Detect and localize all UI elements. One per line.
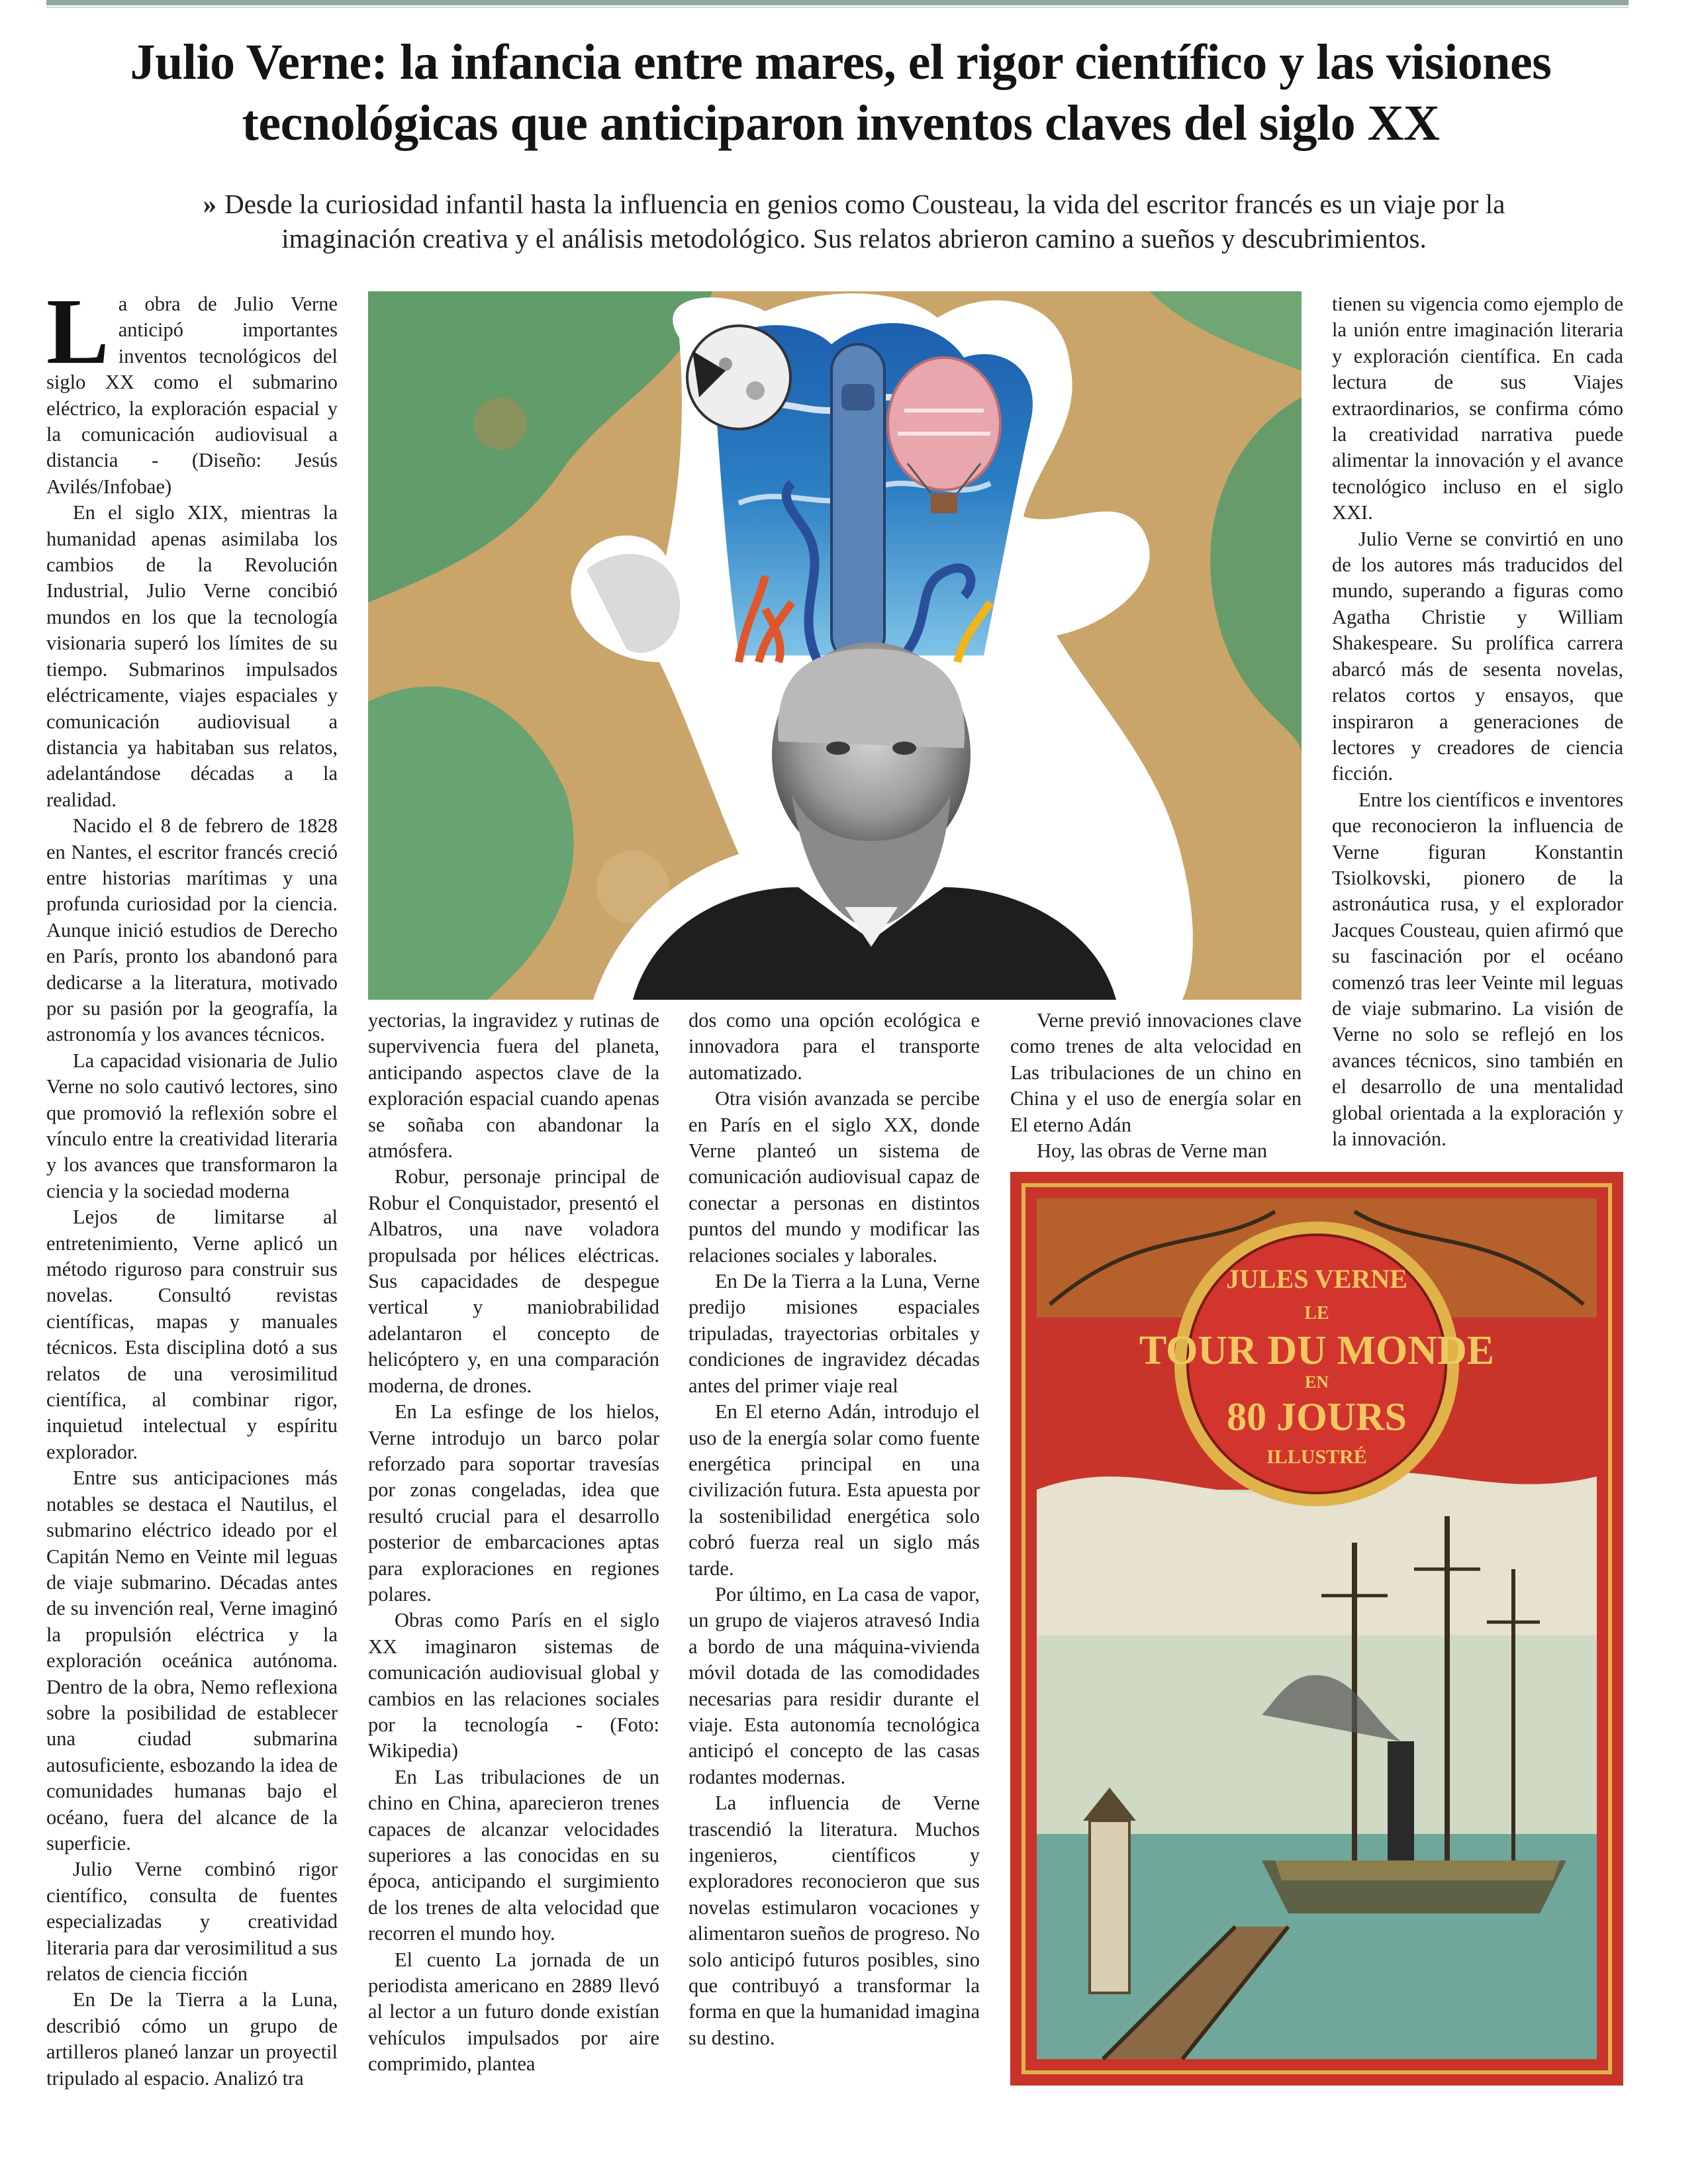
paragraph: La influencia de Verne trascendió la literatura. Muchos ingenieros, científicos y exploradores reconocieron que sus novelas estimularon vocaciones y alimentaron sueños de progreso. No solo anticipó futuros posibles, sino que contribuyó a transformar la forma en que la humanidad imagina su destino. [688, 1792, 980, 2049]
cover-author: JULES VERNE [1226, 1264, 1407, 1294]
deck-marker: » [203, 189, 217, 219]
top-rule [46, 0, 1629, 5]
column-3 [688, 1008, 980, 2051]
column-1 [46, 279, 338, 2092]
deck [192, 187, 1516, 256]
column-4 [1010, 1008, 1302, 1164]
deck-text: Desde la curiosidad infantil hasta la influencia en genios como Cousteau, la vida del escritor francés es un viaje por la imaginación creativa y el análisis metodológico. Sus relatos abrieron camino a sueños y descubrimientos. [224, 189, 1505, 254]
paragraph-continued: tienen su vigencia como ejemplo de la unión entre imaginación literaria y exploración científica. En cada lectura de sus Viajes extraordinarios, se confirma cómo la creatividad narrativa puede alimentar la innovación y el avance tecnológico incluso en el siglo XXI. [1332, 293, 1623, 524]
paragraph: Obras como París en el siglo XX imaginaron sistemas de comunicación audiovisual global y cambios en las relaciones sociales por la tecnología - (Foto: Wikipedia) [368, 1609, 659, 1762]
collage-illustration [368, 291, 1302, 1000]
headline: Julio Verne: la infancia entre mares, el rigor científico y las visiones tecnológicas que anticiparon inventos claves del siglo XX [130, 34, 1552, 151]
paragraph: En De la Tierra a la Luna, describió cómo un grupo de artilleros planeó lanzar un proyectil tripulado al espacio. Analizó tra [46, 1988, 338, 2090]
paragraph: Hoy, las obras de Verne man [1037, 1139, 1268, 1163]
paragraph-continued: dos como una opción ecológica e innovadora para el transporte automatizado. [688, 1009, 980, 1084]
paragraph: Julio Verne combinó rigor científico, consulta de fuentes especializadas y creatividad literaria para dar verosimilitud a sus relatos de ciencia ficción [46, 1858, 338, 1985]
paragraph: Verne previó innovaciones clave como trenes de alta velocidad en Las tribulaciones de un chino en China y el uso de energía solar en El eterno Adán [1010, 1009, 1302, 1136]
paragraph-intro [46, 279, 338, 500]
book-cover-illustration [1010, 1172, 1623, 2086]
dropcap: L [46, 279, 109, 383]
top-rule-thin [46, 7, 1629, 8]
cover-title: TOUR DU MONDE [1139, 1328, 1495, 1373]
paragraph: Otra visión avanzada se percibe en París en el siglo XX, donde Verne planteó un sistema de comunicación audiovisual capaz de conectar a personas en distintos puntos del mundo y modificar las relaciones sociales y laborales. [688, 1087, 980, 1267]
cover-illustre: ILLUSTRÉ [1266, 1446, 1367, 1468]
paragraph: Nacido el 8 de febrero de 1828 en Nantes, el escritor francés creció entre historias marítimas y una profunda curiosidad por la ciencia. Aunque inició estudios de Derecho en París, pronto los abandonó para dedicarse a la literatura, motivado por su pasión por la geografía, la astronomía y los avances técnicos. [46, 814, 338, 1046]
paragraph: Entre sus anticipaciones más notables se destaca el Nautilus, el submarino eléctrico ideado por el Capitán Nemo en Veinte mil leguas de viaje submarino. Décadas antes de su invención real, Verne imaginó la propulsión eléctrica y la exploración oceánica autónoma. Dentro de la obra, Nemo reflexiona sobre la posibilidad de establecer una ciudad submarina autosuficiente, esbozando la idea de comunidades humanas bajo el océano, fuera del alcance de la superficie. [46, 1467, 338, 1854]
paragraph: En De la Tierra a la Luna, Verne predijo misiones espaciales tripuladas, trayectorias orbitales y condiciones de ingravidez décadas antes del primer viaje real [688, 1270, 980, 1397]
paragraph: Julio Verne se convirtió en uno de los autores más traducidos del mundo, superando a figuras como Agatha Christie y William Shakespeare. Su prolífica carrera abarcó más de sesenta novelas, relatos cortos y ensayos, que inspiraron a generaciones de lectores y creadores de ciencia ficción. [1332, 527, 1623, 785]
paragraph: En La esfinge de los hielos, Verne introdujo un barco polar reforzado para soportar travesías por zonas congeladas, idea que resultó crucial para el desarrollo posterior de embarcaciones aptas para exploraciones en regiones polares. [368, 1400, 659, 1606]
paragraph: Robur, personaje principal de Robur el Conquistador, presentó el Albatros, una nave voladora propulsada por hélices eléctricas. Sus capacidades de despegue vertical y maniobrabilidad adelantaron el concepto de helicóptero y, en una comparación moderna, de drones. [368, 1165, 659, 1397]
paragraph: En el siglo XIX, mientras la humanidad apenas asimilaba los cambios de la Revolución Industrial, Julio Verne concibió mundos en los que la tecnología visionaria superó los límites de su tiempo. Submarinos impulsados eléctricamente, viajes espaciales y comunicación audiovisual a distancia ya habitaban sus relatos, adelantándose décadas a la realidad. [46, 501, 338, 811]
cover-article: LE [1304, 1303, 1329, 1324]
cover-days: 80 JOURS [1227, 1395, 1407, 1439]
paragraph: El cuento La jornada de un periodista americano en 2889 llevó al lector a un futuro donde existían vehículos impulsados por aire comprimido, plantea [368, 1948, 659, 2076]
paragraph-continued: yectorias, la ingravidez y rutinas de supervivencia fuera del planeta, anticipando aspectos clave de la exploración espacial cuando apenas se soñaba con abandonar la atmósfera. [368, 1009, 659, 1163]
paragraph: En Las tribulaciones de un chino en China, aparecieron trenes capaces de alcanzar velocidades superiores a las conocidas en su época, anticipando el surgimiento de los trenes de alta velocidad que recorren el mundo hoy. [368, 1765, 659, 1945]
paragraph: Entre los científicos e inventores que reconocieron la influencia de Verne figuran Konstantin Tsiolkovski, pionero de la astronáutica rusa, y el explorador Jacques Cousteau, quien afirmó que su fascinación por el océano comenzó tras leer Veinte mil leguas de viaje submarino. La visión de Verne no solo se reflejó en los avances técnicos, sino también en el desarrollo de una mentalidad global orientada a la exploración y la innovación. [1332, 788, 1623, 1150]
paragraph-text: a obra de Julio Verne anticipó importantes inventos tecnológicos del siglo XX como el submarino eléctrico, la exploración espacial y la comunicación audiovisual a distancia - (Diseño: Jesús Avilés/Infobae) [46, 293, 338, 498]
cover-preposition: EN [1304, 1372, 1329, 1392]
column-5 [1332, 291, 1623, 1152]
paragraph: Por último, en La casa de vapor, un grupo de viajeros atravesó India a bordo de una máquina-vivienda móvil dotada de las comodidades necesarias para residir durante el viaje. Esta autonomía tecnológica anticipó el concepto de las casas rodantes modernas. [688, 1582, 980, 1788]
paragraph: La capacidad visionaria de Julio Verne no solo cautivó lectores, sino que promovió la reflexión sobre el vínculo entre la creatividad literaria y los avances que transformaron la ciencia y la sociedad moderna [46, 1049, 338, 1202]
book-cover-image [1010, 1172, 1623, 2086]
paragraph: En El eterno Adán, introdujo el uso de la energía solar como fuente energética principal en una civilización futura. Esta apuesta por la sostenibilidad energética solo cobró fuerza real un siglo más tarde. [688, 1400, 980, 1580]
collage-image [368, 291, 1302, 1000]
paragraph: Lejos de limitarse al entretenimiento, Verne aplicó un método riguroso para construir sus novelas. Consultó revistas científicas, mapas y manuales técnicos. Esta disciplina dotó a sus relatos de una verosimilitud científica, al combinar rigor, inquietud intelectual y espíritu explorador. [46, 1206, 338, 1463]
column-2 [368, 1008, 659, 2078]
